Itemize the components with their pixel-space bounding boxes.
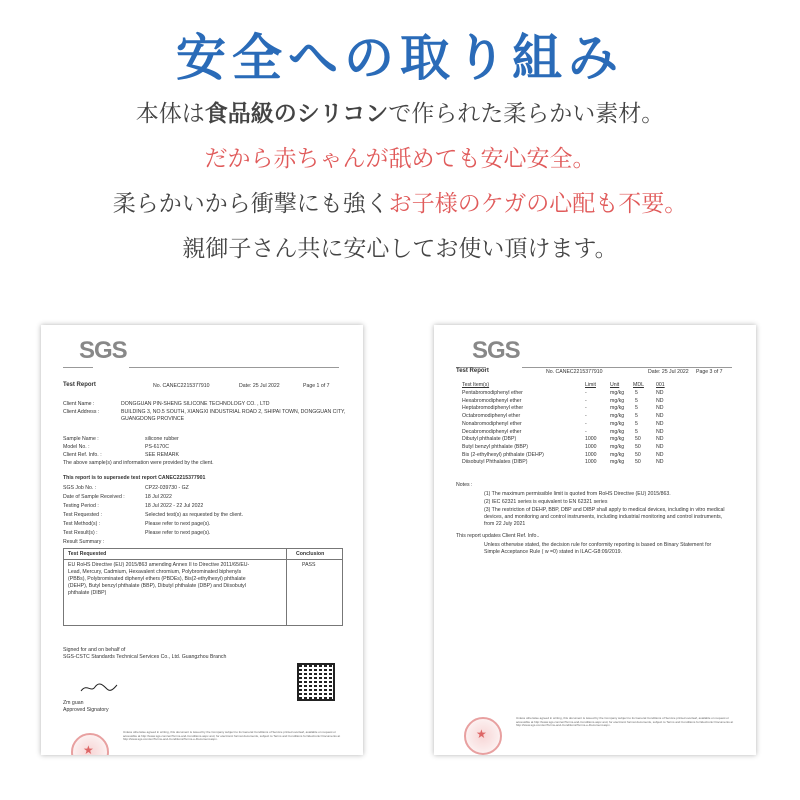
- note-3c: from 22 July 2021: [484, 521, 526, 527]
- table-cell-limit: -: [585, 413, 587, 420]
- decision-line-1: Unless otherwise stated, the decision rule for conformity reporting is based on Binary Statement for: [484, 542, 712, 548]
- method-value: Please refer to next page(s).: [145, 521, 211, 527]
- table-cell-item: Hexabromodiphenyl ether: [462, 397, 522, 404]
- description-line: [0, 137, 800, 182]
- table-cell-unit: mg/kg: [610, 420, 625, 427]
- table-body-line: EU RoHS Directive (EU) 2015/863 amending Annex II to Directive 2011/65/EU-: [68, 562, 250, 568]
- result-value: Please refer to next page(s).: [145, 530, 211, 536]
- sgs-logo: SGS: [79, 337, 127, 364]
- table-cell-mdl: 50: [635, 459, 641, 466]
- description-segment: 本体は: [135, 101, 205, 127]
- description-segment: お子様のケガの心配も不要。: [388, 191, 688, 217]
- sgs-report-page-1: [41, 325, 363, 755]
- table-cell-unit: mg/kg: [610, 405, 625, 412]
- table-cell-res: ND: [656, 436, 664, 443]
- client-ref-label: Client Ref. Info. :: [63, 452, 102, 458]
- head-unit: Unit: [610, 382, 620, 388]
- period-value: 18 Jul 2022 - 22 Jul 2022: [145, 503, 204, 509]
- table-head-conclusion: Conclusion: [296, 551, 325, 557]
- head-test-item: Test Item(s): [462, 382, 490, 388]
- sgs-seal-icon: [71, 733, 109, 755]
- table-cell-unit: mg/kg: [610, 436, 625, 443]
- table-cell-limit: -: [585, 397, 587, 404]
- table-cell-limit: -: [585, 390, 587, 396]
- description-lines: [0, 92, 800, 272]
- report-date: Date: 25 Jul 2022: [239, 383, 280, 389]
- sample-name-label: Sample Name :: [63, 436, 99, 442]
- description-segment: 柔らかいから衝撃にも強く: [112, 191, 389, 217]
- update-note: This report updates Client Ref. Info..: [456, 533, 540, 539]
- report-title: Test Report: [456, 368, 489, 374]
- description-line: [0, 227, 800, 272]
- client-address-label: Client Address :: [63, 409, 100, 415]
- note-2: (2) IEC 62321 series is equivalent to EN 62321 series: [484, 499, 608, 505]
- legal-footer: Unless otherwise agreed in writing, this document is issued by the Company subject to its General Conditions of Service printed overleaf, available on request or accessible at http://www.sgs.com/en/Terms-and-Conditions.aspx and, for electronic format documents, subject to Terms and Conditions for Electronic Documents at http://www.sgs.com/en/Terms-and-Conditions/Terms-e-Document.aspx.: [516, 716, 734, 728]
- table-column-rule: [286, 549, 287, 625]
- table-cell-limit: 1000: [585, 451, 597, 458]
- table-cell-mdl: 50: [635, 436, 641, 443]
- notes-label: Notes :: [456, 482, 473, 488]
- head-mdl: MDL: [633, 382, 644, 388]
- table-cell-item: Octabromodiphenyl ether: [462, 413, 521, 420]
- table-cell-unit: mg/kg: [610, 413, 625, 420]
- report-title: Test Report: [63, 382, 96, 388]
- table-cell-item: Heptabromodiphenyl ether: [462, 405, 524, 412]
- description-line: [0, 182, 800, 227]
- table-cell-limit: 1000: [585, 459, 597, 466]
- client-address-line-2: GUANGDONG PROVINCE: [121, 416, 185, 422]
- table-cell-item: Bis (2-ethylhexyl) phthalate (DEHP): [462, 451, 544, 458]
- table-cell-unit: mg/kg: [610, 390, 625, 396]
- table-cell-res: ND: [656, 413, 664, 420]
- table-body-line: (DEHP), Butyl benzyl phthalate (BBP), Dibutyl phthalate (DBP) and Diisobutyl: [68, 583, 246, 589]
- table-cell-res: ND: [656, 405, 664, 412]
- note-3b: devices, and monitoring and control instruments, including industrial monitoring and control instruments,: [484, 514, 723, 520]
- table-conclusion: PASS: [302, 562, 316, 568]
- sgs-logo: SGS: [472, 337, 520, 364]
- table-cell-mdl: 5: [635, 405, 638, 412]
- signed-line-2: SGS-CSTC Standards Technical Services Co., Ltd. Guangzhou Branch: [63, 654, 227, 660]
- report-date: Date: 25 Jul 2022: [648, 369, 689, 375]
- sample-name: silicone rubber: [145, 436, 179, 442]
- description-segment: 食品級のシリコン: [204, 101, 389, 127]
- legal-footer: Unless otherwise agreed in writing, this document is issued by the Company subject to its General Conditions of Service printed overleaf, available on request or accessible at http://www.sgs.com/en/Terms-and-Conditions.aspx and, for electronic format documents, subject to Terms and Conditions for Electronic Documents at http://www.sgs.com/en/Terms-and-Conditions/Terms-e-Document.aspx.: [123, 730, 341, 742]
- table-cell-limit: -: [585, 405, 587, 412]
- client-ref-value: SEE REMARK: [145, 452, 180, 458]
- table-body-line: phthalate (DIBP): [68, 590, 107, 596]
- summary-label: Result Summary :: [63, 539, 105, 545]
- note-1: (1) The maximum permissible limit is quoted from RoHS Directive (EU) 2015/863.: [484, 491, 671, 497]
- signer-title: Approved Signatory: [63, 707, 109, 713]
- table-cell-mdl: 5: [635, 397, 638, 404]
- table-cell-res: ND: [656, 443, 664, 450]
- table-cell-res: ND: [656, 397, 664, 404]
- method-label: Test Method(s) :: [63, 521, 101, 527]
- logo-rule-left: [63, 367, 93, 368]
- client-address-line-1: BUILDING 3, NO.5 SOUTH, XIANGXI INDUSTRIAL ROAD 2, SHIPAI TOWN, DONGGUAN CITY,: [121, 409, 346, 415]
- sgs-report-page-3: [434, 325, 756, 755]
- table-cell-item: Nonabromodiphenyl ether: [462, 420, 522, 427]
- report-number: No. CANEC2215377910: [546, 369, 603, 375]
- table-cell-limit: 1000: [585, 443, 597, 450]
- table-head-rule: [64, 559, 342, 560]
- received-label: Date of Sample Received :: [63, 494, 125, 500]
- table-cell-unit: mg/kg: [610, 397, 625, 404]
- received-value: 18 Jul 2022: [145, 494, 172, 500]
- table-cell-item: Diisobutyl Phthalates (DIBP): [462, 459, 528, 466]
- table-cell-res: ND: [656, 451, 664, 458]
- table-cell-mdl: 50: [635, 451, 641, 458]
- table-body-line: (PBBs), Polybrominated diphenyl ethers (PBDEs), Bis(2-ethylhexyl) phthalate: [68, 576, 246, 582]
- table-cell-item: Pentabromodiphenyl ether: [462, 390, 523, 396]
- job-label: SGS Job No. :: [63, 485, 97, 491]
- table-cell-mdl: 5: [635, 428, 638, 435]
- table-cell-mdl: 50: [635, 443, 641, 450]
- decision-line-2: Simple Acceptance Rule ( w =0) stated in ILAC-G8:09/2019.: [484, 549, 622, 555]
- signature-scribble: [79, 681, 119, 695]
- description-line: [0, 92, 800, 137]
- sgs-seal-icon: [464, 717, 502, 755]
- report-page: Page 1 of 7: [303, 383, 330, 389]
- description-segment: で作られた柔らかい素材。: [388, 101, 665, 127]
- table-cell-item: Dibutyl phthalate (DBP): [462, 436, 517, 443]
- head-limit: Limit: [585, 382, 596, 388]
- report-page: Page 3 of 7: [696, 369, 723, 375]
- period-label: Testing Period :: [63, 503, 99, 509]
- provided-note: The above sample(s) and information were provided by the client.: [63, 460, 214, 466]
- table-cell-limit: -: [585, 428, 587, 435]
- table-cell-item: Decabromodiphenyl ether: [462, 428, 522, 435]
- model-value: PS-6170C: [145, 444, 169, 450]
- description-segment: だから赤ちゃんが舐めても安心安全。: [204, 146, 596, 172]
- result-label: Test Result(s) :: [63, 530, 98, 536]
- note-3a: (3) The restriction of DEHP, BBP, DBP and DIBP shall apply to medical devices, including in vitro medical: [484, 507, 725, 513]
- signed-line-1: Signed for and on behalf of: [63, 647, 126, 653]
- supersede-note: This report is to supersede test report CANEC2215377901: [63, 475, 206, 481]
- job-value: CP22-039730 - GZ: [145, 485, 189, 491]
- table-cell-res: ND: [656, 390, 664, 396]
- table-cell-res: ND: [656, 420, 664, 427]
- logo-rule-right: [129, 367, 339, 368]
- table-cell-res: ND: [656, 459, 664, 466]
- table-cell-mdl: 5: [635, 420, 638, 427]
- table-cell-item: Butyl benzyl phthalate (BBP): [462, 443, 529, 450]
- requested-label: Test Requested :: [63, 512, 102, 518]
- table-cell-unit: mg/kg: [610, 443, 625, 450]
- table-head-requested: Test Requested: [68, 551, 107, 557]
- report-number: No. CANEC2215377910: [153, 383, 210, 389]
- table-cell-unit: mg/kg: [610, 428, 625, 435]
- description-segment: 親御子さん共に安心してお使い頂けます。: [182, 236, 618, 262]
- model-label: Model No. :: [63, 444, 90, 450]
- signer-name: Zm guan: [63, 700, 84, 706]
- table-cell-unit: mg/kg: [610, 451, 625, 458]
- table-cell-res: ND: [656, 428, 664, 435]
- requested-value: Selected test(s) as requested by the client.: [145, 512, 244, 518]
- table-cell-mdl: 5: [635, 413, 638, 420]
- logo-rule-right: [522, 367, 732, 368]
- table-cell-limit: 1000: [585, 436, 597, 443]
- table-cell-limit: -: [585, 420, 587, 427]
- client-name: DONGGUAN PIN-SHENG SILICONE TECHNOLOGY CO. , LTD: [121, 401, 270, 407]
- summary-table: [63, 548, 343, 626]
- head-result: 001: [656, 382, 665, 388]
- table-cell-unit: mg/kg: [610, 459, 625, 466]
- table-cell-mdl: 5: [635, 390, 638, 396]
- client-name-label: Client Name :: [63, 401, 95, 407]
- table-body-line: Lead, Mercury, Cadmium, Hexavalent chromium, Polybrominated biphenyls: [68, 569, 242, 575]
- qr-code-icon: [297, 663, 335, 701]
- page-heading: 安全への取り組み: [176, 29, 624, 87]
